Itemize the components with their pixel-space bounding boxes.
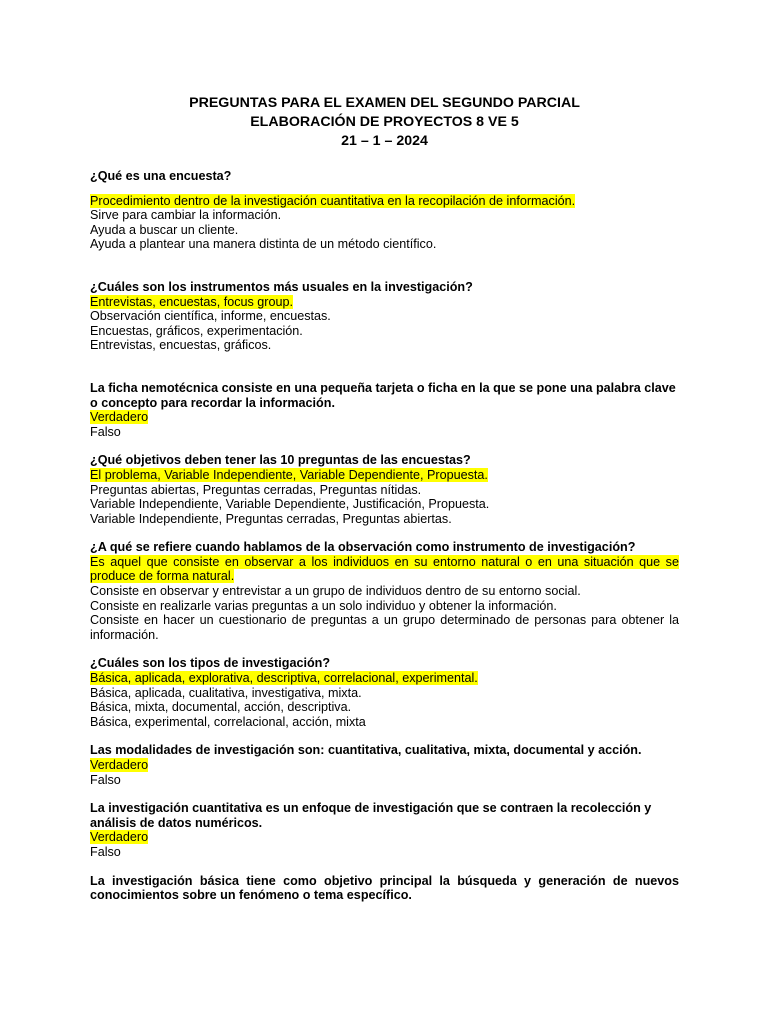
answer-option: Básica, experimental, correlacional, acción, mixta: [90, 714, 366, 729]
answer-option: Básica, mixta, documental, acción, descriptiva.: [90, 700, 352, 715]
question-block-8: [90, 801, 679, 859]
answer-option: Falso: [90, 844, 121, 859]
answer-option: Falso: [90, 772, 121, 787]
answer-option-correct: Verdadero: [90, 410, 149, 425]
question-text: ¿A qué se refiere cuando hablamos de la observación como instrumento de investigación?: [90, 540, 636, 555]
question-text: La investigación cuantitativa es un enfoque de investigación que se contraen la recolección y análisis de datos numéricos.: [90, 801, 652, 830]
answer-option-correct: Procedimiento dentro de la investigación cuantitativa en la recopilación de información.: [90, 193, 576, 208]
question-block-1: [90, 169, 679, 252]
answer-option: Preguntas abiertas, Preguntas cerradas, Preguntas nítidas.: [90, 482, 422, 497]
answer-option: Ayuda a buscar un cliente.: [90, 222, 239, 237]
answer-option: Observación científica, informe, encuestas.: [90, 309, 331, 324]
answer-option-correct: El problema, Variable Independiente, Variable Dependiente, Propuesta.: [90, 467, 488, 482]
answer-option: Básica, aplicada, cualitativa, investigativa, mixta.: [90, 685, 362, 700]
question-text: La ficha nemotécnica consiste en una pequeña tarjeta o ficha en la que se pone una palabra clave o concepto para recordar la información.: [90, 380, 676, 410]
question-block-2: [90, 280, 679, 353]
answer-option: Consiste en realizarle varias preguntas a un solo individuo y obtener la información.: [90, 598, 557, 613]
question-text: ¿Qué es una encuesta?: [90, 169, 232, 183]
question-block-9: [90, 874, 679, 903]
document-header: [90, 94, 679, 151]
answer-option: Sirve para cambiar la información.: [90, 208, 282, 223]
title-line-1: PREGUNTAS PARA EL EXAMEN DEL SEGUNDO PARCIAL: [189, 95, 580, 111]
question-block-4: [90, 453, 679, 526]
answer-option: Variable Independiente, Variable Dependiente, Justificación, Propuesta.: [90, 497, 490, 512]
title-date: 21 – 1 – 2024: [341, 133, 428, 149]
answer-option-correct: Entrevistas, encuestas, focus group.: [90, 294, 294, 309]
title-line-2: ELABORACIÓN DE PROYECTOS 8 VE 5: [250, 114, 519, 130]
answer-option: Consiste en observar y entrevistar a un grupo de individuos dentro de su entorno social.: [90, 584, 581, 599]
question-text: La investigación básica tiene como objetivo principal la búsqueda y generación de nuevos conocimientos sobre un fenómeno o tema específico.: [90, 873, 679, 903]
answer-option-correct: Verdadero: [90, 758, 149, 772]
question-block-7: [90, 743, 679, 787]
question-text: ¿Cuáles son los tipos de investigación?: [90, 656, 331, 671]
question-text: ¿Qué objetivos deben tener las 10 preguntas de las encuestas?: [90, 453, 471, 468]
answer-option: Variable Independiente, Preguntas cerradas, Preguntas abiertas.: [90, 511, 452, 526]
question-text: Las modalidades de investigación son: cuantitativa, cualitativa, mixta, documental y acción.: [90, 743, 642, 758]
question-text: ¿Cuáles son los instrumentos más usuales en la investigación?: [90, 279, 473, 294]
answer-option: Ayuda a plantear una manera distinta de un método científico.: [90, 237, 437, 252]
question-block-5: [90, 540, 679, 642]
answer-option: Entrevistas, encuestas, gráficos.: [90, 338, 272, 353]
answer-option: Falso: [90, 424, 121, 439]
answer-option: Encuestas, gráficos, experimentación.: [90, 323, 303, 338]
answer-option-correct: Es aquel que consiste en observar a los individuos en su entorno natural o en una situación que se produce de forma natural.: [90, 554, 679, 584]
question-block-6: [90, 656, 679, 729]
question-block-3: [90, 381, 679, 439]
answer-option-correct: Verdadero: [90, 830, 149, 845]
answer-option: Consiste en hacer un cuestionario de preguntas a un grupo determinado de personas para obtener la información.: [90, 613, 679, 642]
answer-option-correct: Básica, aplicada, explorativa, descriptiva, correlacional, experimental.: [90, 671, 478, 686]
